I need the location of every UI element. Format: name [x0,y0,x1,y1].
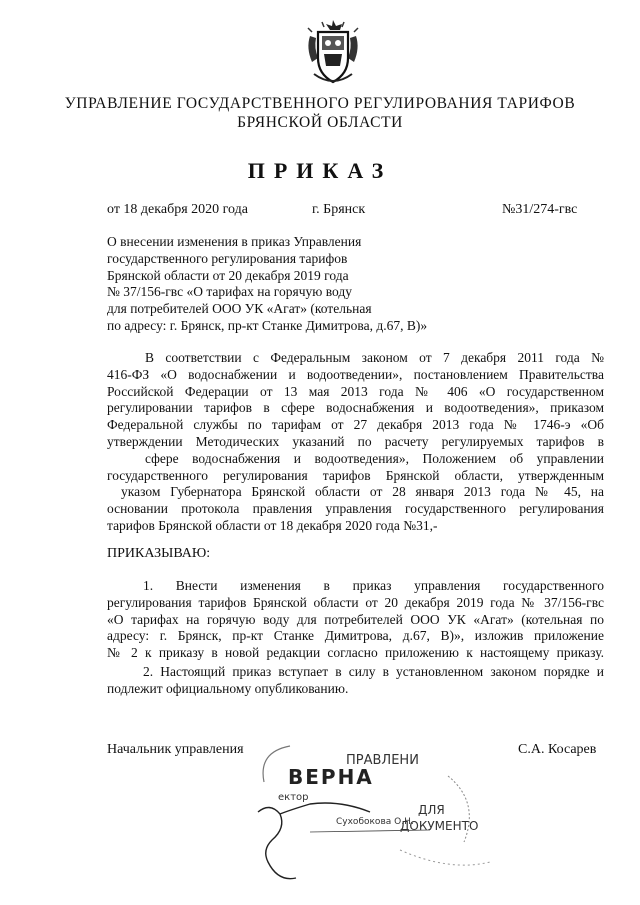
subject-line: для потребителей ООО УК «Агат» (котельная [107,301,372,317]
subject-line: № 37/156-гвс «О тарифах на горячую воду [107,284,352,300]
stamp-text: ПРАВЛЕНИ [346,753,419,768]
document-title: ПРИКАЗ [247,158,393,183]
item-line: подлежит официальному опубликованию. [107,680,349,696]
organization-name-line2: БРЯНСКОЙ ОБЛАСТИ [237,114,403,131]
copy-certification-stamp [250,742,490,892]
document-city: г. Брянск [312,202,366,217]
order-item-2 [107,664,604,698]
stamp-text: ектор [278,792,309,803]
order-heading: ПРИКАЗЫВАЮ: [107,546,211,561]
coat-of-arms-emblem [302,18,364,88]
subject-line: по адресу: г. Брянск, пр-кт Станке Димитрова, д.67, В)» [107,317,428,333]
preamble-line: Федеральной службы по тарифам от 27 декабря 2013 года № 1746-э «Об [107,417,604,433]
item-line: 2. Настоящий приказ вступает в силу в установленном законом порядке и [143,664,604,679]
subject-line: О внесении изменения в приказ Управления [107,234,362,249]
document-number: №31/274-гвс [502,202,578,217]
preamble-line: указом Губернатора Брянской области от 28 января 2013 года № 45, на [121,484,604,500]
preamble-line: утверждении Методических указаний по расчету регулируемых тарифов в [107,433,604,449]
preamble-line: тарифов Брянской области от 18 декабря 2020 года №31,- [107,517,438,533]
handwritten-signature [258,803,370,879]
order-item-1 [107,578,604,662]
preamble-line: 416-ФЗ «О водоснабжении и водоотведении», постановлением Правительства [107,366,604,382]
organization-name-line1: УПРАВЛЕНИЕ ГОСУДАРСТВЕННОГО РЕГУЛИРОВАНИЯ ТАРИФОВ [64,95,576,112]
stamp-text: ДОКУМЕНТО [400,819,479,833]
stamp-text: ДЛЯ [418,803,445,817]
subject-line: государственного регулирования тарифов [107,250,348,266]
preamble-paragraph [107,350,604,535]
document-date: от 18 декабря 2020 года [107,202,248,217]
item-line: адресу: г. Брянск, пр-кт Станке Димитрова, д.67, В)», изложив приложение [107,628,604,644]
document-subject [107,234,427,335]
preamble-line: сфере водоснабжения и водоотведения», Положением об управлении [145,450,604,466]
preamble-line: В соответствии с Федеральным законом от 7 декабря 2011 года № [145,350,604,365]
item-line: регулирования тарифов Брянской области от 20 декабря 2019 года № 37/156-гвс [107,594,604,610]
stamp-text: ВЕРНА [288,765,374,789]
item-line: «О тарифах на горячую воду для потребителей ООО УК «Агат» (котельная по [107,611,604,627]
preamble-line: регулировании тарифов в сфере водоснабжения и водоотведения», приказом [107,400,604,416]
stamp-text: Сухобокова О.Н. [336,817,414,827]
item-line: 1. Внести изменения в приказ управления государственного [143,578,604,593]
preamble-line: государственного регулирования тарифов Брянской области, утвержденным [107,467,604,483]
preamble-line: Российской Федерации от 13 мая 2013 года № 406 «О государственном [107,383,604,399]
item-line: № 2 к приказу в новой редакции согласно приложению к настоящему приказу. [107,645,604,661]
preamble-line: основании протокола правления управления государственного регулирования [107,501,604,517]
signatory-name: С.А. Косарев [518,742,597,757]
signatory-title: Начальник управления [107,742,244,757]
subject-line: Брянской области от 20 декабря 2019 года [107,267,349,283]
